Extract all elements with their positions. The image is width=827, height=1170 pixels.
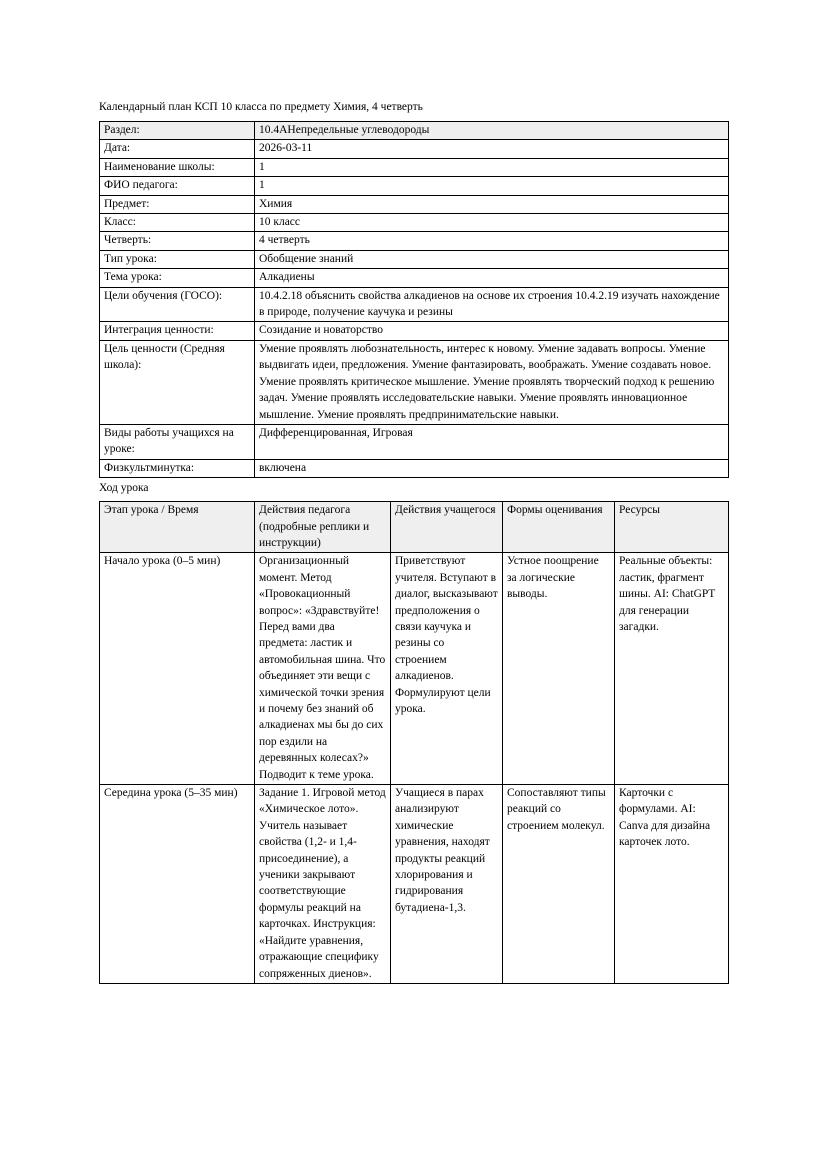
- table-row: [100, 195, 729, 213]
- cell-stage: Середина урока (5–35 мин): [100, 785, 255, 984]
- info-value: 1: [255, 158, 729, 176]
- lesson-flow-table: [99, 501, 729, 984]
- table-header-row: [100, 502, 729, 553]
- info-label: Четверть:: [100, 232, 255, 250]
- lesson-info-table: [99, 121, 729, 478]
- cell-teacher-actions: Задание 1. Игровой метод «Химическое лото». Учитель называет свойства (1,2- и 1,4-присоединение), а ученики закрывают соответствующие формулы реакций на карточках. Инструкция: «Найдите уравнения, отражающие специфику сопряженных диенов».: [255, 785, 391, 984]
- info-value: Умение проявлять любознательность, интерес к новому. Умение задавать вопросы. Умение выдвигать идеи, предложения. Умение фантазировать, воображать. Умение создавать новое. Умение проявлять критическое мышление. Умение проявлять творческий подход к решению задач. Умение проявлять исследовательские навыки. Умение проявлять инновационное мышление. Умение проявлять предпринимательские навыки.: [255, 340, 729, 424]
- info-label: Раздел:: [100, 122, 255, 140]
- table-row: [100, 177, 729, 195]
- cell-resources: Карточки с формулами. AI: Canva для дизайна карточек лото.: [615, 785, 729, 984]
- cell-student-actions: Приветствуют учителя. Вступают в диалог, высказывают предположения о связи каучука и резины со строением алкадиенов. Формулируют цели урока.: [391, 553, 503, 785]
- info-label: Наименование школы:: [100, 158, 255, 176]
- table-row: [100, 214, 729, 232]
- cell-teacher-actions: Организационный момент. Метод «Провокационный вопрос»: «Здравствуйте! Перед вами два предмета: ластик и автомобильная шина. Что объединяет эти вещи с химической точки зрения и почему без знаний об алкадиенах мы бы до сих пор ездили на деревянных колесах?» Подводит к теме урока.: [255, 553, 391, 785]
- table-row: [100, 140, 729, 158]
- table-row: [100, 340, 729, 424]
- table-row: [100, 322, 729, 340]
- info-value: 10 класс: [255, 214, 729, 232]
- column-header-stage: Этап урока / Время: [100, 502, 255, 553]
- table-row: [100, 232, 729, 250]
- lesson-flow-body: [100, 553, 729, 984]
- info-label: Цель ценности (Средняя школа):: [100, 340, 255, 424]
- info-label: Класс:: [100, 214, 255, 232]
- cell-stage: Начало урока (0–5 мин): [100, 553, 255, 785]
- info-value: 4 четверть: [255, 232, 729, 250]
- info-value: 10.4АНепредельные углеводороды: [255, 122, 729, 140]
- column-header-teacher-actions: Действия педагога (подробные реплики и инструкции): [255, 502, 391, 553]
- info-label: Дата:: [100, 140, 255, 158]
- info-value: 10.4.2.18 объяснить свойства алкадиенов на основе их строения 10.4.2.19 изучать нахождение в природе, получение каучука и резины: [255, 287, 729, 322]
- table-row: [100, 785, 729, 984]
- table-row: [100, 122, 729, 140]
- info-label: ФИО педагога:: [100, 177, 255, 195]
- column-header-resources: Ресурсы: [615, 502, 729, 553]
- table-row: [100, 250, 729, 268]
- table-row: [100, 269, 729, 287]
- column-header-student-actions: Действия учащегося: [391, 502, 503, 553]
- cell-student-actions: Учащиеся в парах анализируют химические уравнения, находят продукты реакций хлорирования и гидрирования бутадиена-1,3.: [391, 785, 503, 984]
- info-value: Дифференцированная, Игровая: [255, 424, 729, 459]
- column-header-assessment: Формы оценивания: [503, 502, 615, 553]
- table-row: [100, 158, 729, 176]
- lesson-info-body: [100, 122, 729, 478]
- info-value: Обобщение знаний: [255, 250, 729, 268]
- table-row: [100, 553, 729, 785]
- table-row: [100, 459, 729, 477]
- info-label: Виды работы учащихся на уроке:: [100, 424, 255, 459]
- page-title: Календарный план КСП 10 класса по предмету Химия, 4 четверть: [99, 101, 423, 113]
- info-value: 2026-03-11: [255, 140, 729, 158]
- cell-assessment: Сопоставляют типы реакций со строением молекул.: [503, 785, 615, 984]
- info-label: Тема урока:: [100, 269, 255, 287]
- info-label: Интеграция ценности:: [100, 322, 255, 340]
- lesson-flow-heading: Ход урока: [99, 482, 149, 495]
- cell-assessment: Устное поощрение за логические выводы.: [503, 553, 615, 785]
- info-label: Цели обучения (ГОСО):: [100, 287, 255, 322]
- info-label: Предмет:: [100, 195, 255, 213]
- table-row: [100, 287, 729, 322]
- info-label: Тип урока:: [100, 250, 255, 268]
- info-label: Физкультминутка:: [100, 459, 255, 477]
- lesson-flow-head: [100, 502, 729, 553]
- table-row: [100, 424, 729, 459]
- info-value: Химия: [255, 195, 729, 213]
- info-value: 1: [255, 177, 729, 195]
- info-value: включена: [255, 459, 729, 477]
- cell-resources: Реальные объекты: ластик, фрагмент шины. AI: ChatGPT для генерации загадки.: [615, 553, 729, 785]
- info-value: Алкадиены: [255, 269, 729, 287]
- info-value: Созидание и новаторство: [255, 322, 729, 340]
